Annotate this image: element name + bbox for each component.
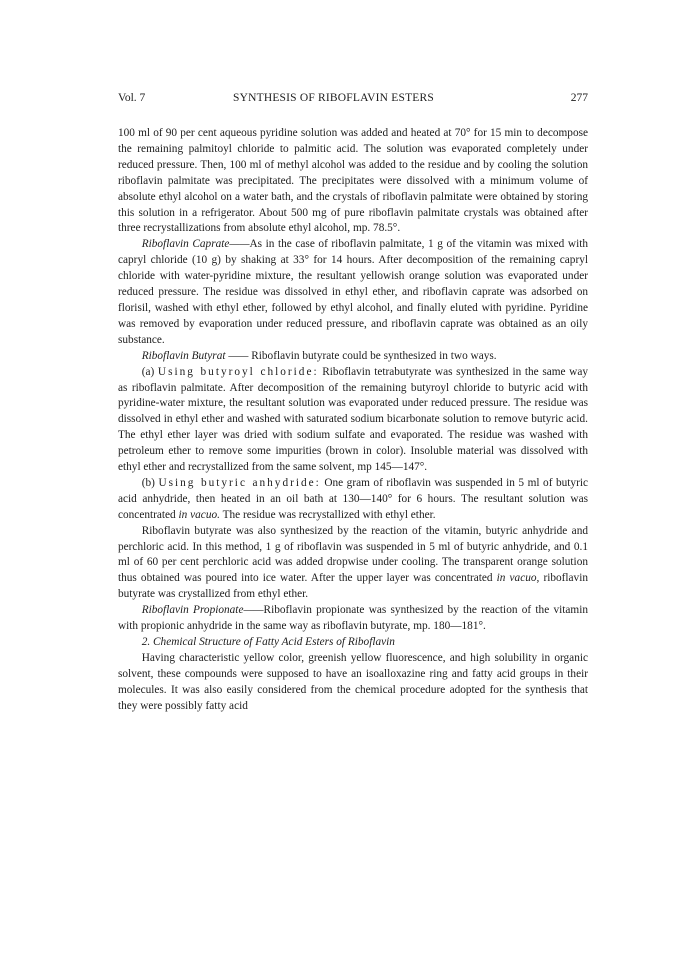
method-b-text-a: One gram of riboflavin was suspended in 5 ml of butyric acid anhydride, then heated in an oil bath at 130—140° for 6 hours. The resultant solution was concentrated xyxy=(118,476,588,521)
running-header xyxy=(118,92,588,108)
paragraph-caprate xyxy=(118,237,588,348)
method-a-title: Using butyroyl chloride: xyxy=(157,365,319,378)
volume-label: Vol. 7 xyxy=(118,92,146,104)
perchloric-text-b: riboflavin butyrate was crystallized from ethyl ether. xyxy=(118,572,588,601)
running-title: SYNTHESIS OF RIBOFLAVIN ESTERS xyxy=(233,92,435,104)
paragraph-butyrate-intro xyxy=(118,349,588,365)
subheading-caprate: Riboflavin Caprate—— xyxy=(141,238,250,251)
subheading-butyrate: Riboflavin Butyrat —— xyxy=(141,349,249,362)
paragraph-propionate-text: Riboflavin propionate was synthesized by the reaction of the vitamin with propionic anhydride in the same way as riboflavin butyrate, mp. 180—181°. xyxy=(118,604,588,633)
page-number: 277 xyxy=(570,92,588,104)
method-b-title: Using butyric anhydride: xyxy=(158,476,321,489)
method-a-label: (a) xyxy=(141,365,155,378)
paragraph-method-b xyxy=(118,476,588,524)
paragraph-butyrate-intro-text: Riboflavin butyrate could be synthesized in two ways. xyxy=(251,349,497,362)
method-a-text: Riboflavin tetrabutyrate was synthesized in the same way as riboflavin palmitate. After decomposition of the remaining butyroyl chloride to butyric acid with pyridine-water mixture, the resultant solution was evaporated under reduced pressure. The residue was dissolved in ethyl ether and washed with saturated sodium bicarbonate solution to remove butyric acid. The ethyl ether layer was dried with sodium sulfate and evaporated. The residue was washed with petroleum ether to remove some impurities (brown in color). Insoluble material was dissolved with ethyl ether and recrystallized from the same solvent, mp 145—147°. xyxy=(118,365,588,474)
section-heading: 2. Chemical Structure of Fatty Acid Esters of Riboflavin xyxy=(141,636,395,648)
method-b-label: (b) xyxy=(141,476,155,489)
paragraph-butyrate-perchloric xyxy=(118,524,588,604)
method-b-text-b: The residue was recrystallized with ethyl ether. xyxy=(219,508,436,521)
subheading-propionate: Riboflavin Propionate—— xyxy=(141,604,264,617)
paragraph-caprate-text: As in the case of riboflavin palmitate, 1 g of the vitamin was mixed with capryl chloride (10 g) by shaking at 33° for 14 hours. After decomposition of the remaining capryl chloride with water-pyridine mixture, the resultant yellowish orange solution was evaporated under reduced pressure. The residue was dissolved in ethyl ether, and riboflavin caprate was adsorbed on florisil, washed with ethyl ether, followed by ethyl alcohol, and finally eluted with pyridine. Pyridine was removed by evaporation under reduced pressure, and riboflavin caprate was obtained as an oily substance. xyxy=(118,238,588,346)
paragraph-structure: Having characteristic yellow color, greenish yellow fluorescence, and high solubility in organic solvent, these compounds were supposed to have an isoalloxazine ring and fatty acid groups in their molecules. It was also easily considered from the chemical procedure adopted for the synthesis that they were possibly fatty acid xyxy=(118,651,588,712)
paragraph-propionate xyxy=(118,603,588,635)
article-body xyxy=(118,126,588,715)
paragraph-palmitate-continued: 100 ml of 90 per cent aqueous pyridine solution was added and heated at 70° for 15 min to decompose the remaining palmitoyl chloride to palmitic acid. The solution was evaporated completely under reduced pressure. Then, 100 ml of methyl alcohol was added to the residue and by cooling the solution riboflavin palmitate was precipitated. The precipitates were dissolved with a minimum volume of absolute ethyl alcohol on a water bath, and the crystals of riboflavin palmitate were obtained by storing this solution in a refrigerator. About 500 mg of pure riboflavin palmitate crystals was obtained after three recrystallizations from absolute ethyl alcohol, mp. 78.5°. xyxy=(118,127,588,235)
perchloric-text-a: Riboflavin butyrate was also synthesized by the reaction of the vitamin, butyric anhydride and perchloric acid. In this method, 1 g of riboflavin was suspended in 5 ml of butyric anhydride, and 0.1 ml of 60 per cent perchloric acid was added dropwise under cooling. The transparent orange solution thus obtained was poured into ice water. After the upper layer was concentrated xyxy=(118,524,588,585)
method-b-italic: in vacuo. xyxy=(178,508,220,521)
perchloric-italic: in vacuo, xyxy=(496,572,540,585)
paragraph-method-a xyxy=(118,365,588,476)
